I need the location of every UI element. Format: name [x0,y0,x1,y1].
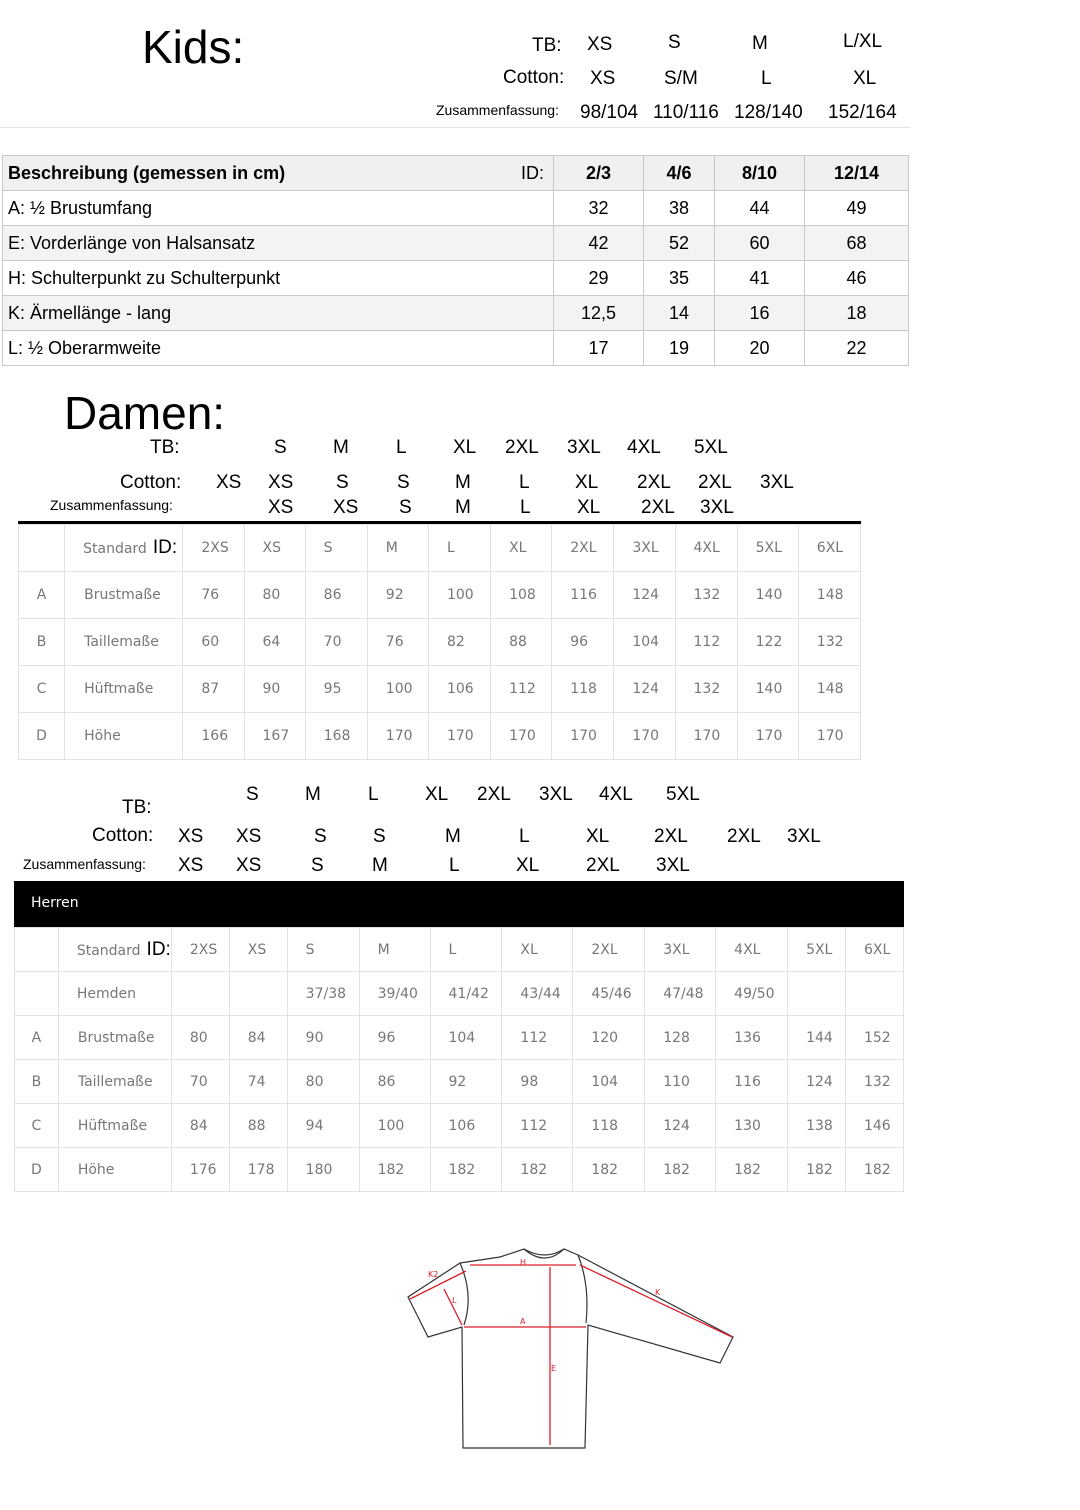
table-cell: 42 [554,226,644,261]
table-cell: 168 [305,713,367,760]
table-cell: 128 [645,1016,716,1060]
size-header: S [287,928,359,972]
size-header: 5XL [788,928,846,972]
table-row [15,1148,904,1192]
damen-tb-size: M [333,437,349,458]
table-cell: 148 [798,666,860,713]
herren-cotton-size: S [373,826,386,847]
herren-tb-size: L [368,784,379,805]
kids-summary-label: Zusammenfassung: [436,102,559,118]
table-cell: 88 [491,619,552,666]
table-cell: 44 [715,191,805,226]
table-cell: 32 [554,191,644,226]
damen-tb-size: XL [453,437,477,458]
table-row [19,619,861,666]
herren-summary-size: XS [236,855,262,876]
table-row [19,572,861,619]
table-cell [788,972,846,1016]
table-cell: 140 [737,666,798,713]
table-row [19,713,861,760]
row-letter: B [15,1060,59,1104]
standard-header: Standard ID: [58,928,171,972]
size-header: XS [229,928,287,972]
table-cell: 88 [229,1104,287,1148]
shirt-outline [408,1249,733,1448]
table-cell: 86 [305,572,367,619]
table-cell: 45/46 [573,972,645,1016]
table-row [3,226,909,261]
damen-cotton-size: XS [268,472,294,493]
damen-cotton-size: S [336,472,349,493]
table-cell: 182 [573,1148,645,1192]
table-cell: 116 [716,1060,788,1104]
damen-tb-size: 5XL [694,437,728,458]
herren-header-bar [14,881,904,927]
table-cell: 118 [573,1104,645,1148]
table-cell: 60 [715,226,805,261]
kids-title: Kids: [142,21,245,73]
table-cell: 166 [183,713,244,760]
table-cell: 70 [171,1060,229,1104]
column-header: 8/10 [715,156,805,191]
kids-cotton-label: Cotton: [503,67,565,88]
table-cell: 76 [367,619,428,666]
label-k: K [655,1288,661,1297]
size-header: S [305,525,367,572]
row-label: Höhe [58,1148,171,1192]
table-cell: 41 [715,261,805,296]
table-cell: 106 [428,666,490,713]
herren-tb-size: S [246,784,259,805]
row-label: H: Schulterpunkt zu Schulterpunkt [3,261,554,296]
measure-line-l [444,1289,462,1325]
table-cell: 86 [359,1060,430,1104]
table-cell: 176 [171,1148,229,1192]
row-label: K: Ärmellänge - lang [3,296,554,331]
kids-cotton-size: L [761,68,772,89]
row-label: Taillemaße [58,1060,171,1104]
label-l: L [452,1296,457,1305]
table-cell: 130 [716,1104,788,1148]
table-cell: 70 [305,619,367,666]
damen-cotton-label: Cotton: [120,472,182,493]
table-cell: 112 [491,666,552,713]
damen-tb-size: L [396,437,407,458]
herren-tb-size: 3XL [539,784,573,805]
kids-tb-size: XS [587,34,613,55]
table-cell: 90 [287,1016,359,1060]
table-cell: 112 [675,619,737,666]
size-header: 5XL [737,525,798,572]
herren-summary-size: XL [516,855,540,876]
label-k2: K2 [428,1270,439,1279]
size-header: XS [244,525,305,572]
table-cell: 92 [367,572,428,619]
damen-summary-size: XL [577,497,601,518]
table-cell: 87 [183,666,244,713]
table-cell: 104 [573,1060,645,1104]
table-cell: 84 [171,1104,229,1148]
table-cell: 146 [845,1104,903,1148]
herren-summary-label: Zusammenfassung: [23,856,146,872]
size-header: 6XL [845,928,903,972]
row-label: Hüftmaße [65,666,183,713]
herren-summary-size: S [311,855,324,876]
table-cell: 104 [614,619,675,666]
damen-cotton-size: 3XL [760,472,794,493]
kids-tb-size: S [668,32,681,53]
damen-tb-size: 4XL [627,437,661,458]
table-row [15,1104,904,1148]
table-cell: 120 [573,1016,645,1060]
table-cell [229,972,287,1016]
row-letter: C [15,1104,59,1148]
herren-size-table [14,927,904,1192]
damen-summary-size: L [520,497,531,518]
damen-title: Damen: [64,387,226,439]
table-cell: 122 [737,619,798,666]
row-letter: A [15,1016,59,1060]
damen-summary-size: S [399,497,412,518]
column-header: 4/6 [644,156,715,191]
kids-cotton-size: XS [590,68,616,89]
table-cell: 106 [430,1104,502,1148]
table-cell: 140 [737,572,798,619]
table-cell: 60 [183,619,244,666]
table-cell: 29 [554,261,644,296]
table-cell: 100 [359,1104,430,1148]
table-cell: 64 [244,619,305,666]
kids-size-table [2,155,909,366]
damen-cotton-size: 2XL [698,472,732,493]
table-cell: 68 [805,226,909,261]
herren-cotton-size: M [445,826,461,847]
herren-tb-size: 5XL [666,784,700,805]
table-cell: 182 [430,1148,502,1192]
table-cell: 35 [644,261,715,296]
herren-cotton-size: S [314,826,327,847]
size-header: 4XL [675,525,737,572]
size-header: 3XL [645,928,716,972]
table-cell: 110 [645,1060,716,1104]
table-cell: 138 [788,1104,846,1148]
table-cell: 84 [229,1016,287,1060]
damen-summary-size: 3XL [700,497,734,518]
table-cell: 18 [805,296,909,331]
damen-tb-size: 2XL [505,437,539,458]
kids-divider [0,127,910,128]
table-cell: 80 [171,1016,229,1060]
table-cell: 170 [798,713,860,760]
id-label: ID: [152,537,178,558]
table-cell: 116 [552,572,614,619]
size-header: XL [491,525,552,572]
table-cell: 182 [502,1148,573,1192]
table-cell: 182 [645,1148,716,1192]
kids-cotton-size: XL [853,68,877,89]
herren-tb-size: XL [425,784,449,805]
table-cell: 104 [430,1016,502,1060]
table-cell: 100 [367,666,428,713]
label-h: H [520,1258,527,1267]
damen-cotton-size: XS [216,472,242,493]
table-cell: 167 [244,713,305,760]
table-cell: 14 [644,296,715,331]
kids-cotton-size: S/M [664,68,698,89]
table-row [15,1016,904,1060]
size-header: L [428,525,490,572]
table-cell: 12,5 [554,296,644,331]
herren-summary-size: 2XL [586,855,620,876]
table-cell: 100 [428,572,490,619]
table-cell: 124 [614,572,675,619]
herren-tb-label: TB: [122,797,152,818]
table-cell: 76 [183,572,244,619]
table-cell: 80 [244,572,305,619]
kids-summary-size: 152/164 [828,102,897,123]
table-row [3,261,909,296]
table-cell: 182 [359,1148,430,1192]
row-label: Hüftmaße [58,1104,171,1148]
table-cell: 170 [675,713,737,760]
table-cell: 95 [305,666,367,713]
row-label: Brustmaße [58,1016,171,1060]
herren-cotton-size: L [519,826,530,847]
table-cell: 144 [788,1016,846,1060]
table-cell: 43/44 [502,972,573,1016]
herren-cotton-size: XS [178,826,204,847]
table-cell: 49 [805,191,909,226]
row-label: Höhe [65,713,183,760]
herren-cotton-size: XL [586,826,610,847]
table-cell: 148 [798,572,860,619]
herren-cotton-size: 2XL [727,826,761,847]
kids-summary-size: 110/116 [653,102,719,123]
table-cell: 170 [367,713,428,760]
label-a: A [520,1317,526,1326]
table-row [3,191,909,226]
table-cell: 124 [645,1104,716,1148]
herren-cotton-size: XS [236,826,262,847]
row-label: Taillemaße [65,619,183,666]
table-cell [15,928,59,972]
table-row [15,972,904,1016]
herren-cotton-label: Cotton: [92,825,154,846]
size-header: XL [502,928,573,972]
table-cell: 17 [554,331,644,366]
size-header: M [367,525,428,572]
size-header: L [430,928,502,972]
table-cell: 74 [229,1060,287,1104]
herren-tb-size: 4XL [599,784,633,805]
size-header: 4XL [716,928,788,972]
table-row [15,1060,904,1104]
row-letter: D [19,713,65,760]
row-letter: D [15,1148,59,1192]
label-e: E [551,1364,557,1373]
table-cell: 96 [359,1016,430,1060]
size-header: 3XL [614,525,675,572]
damen-cotton-size: XL [575,472,599,493]
table-cell: 47/48 [645,972,716,1016]
row-label: Hemden [58,972,171,1016]
desc-header: Beschreibung (gemessen in cm) ID: [3,156,554,191]
row-label: L: ½ Oberarmweite [3,331,554,366]
table-cell: 41/42 [430,972,502,1016]
size-header: 2XL [552,525,614,572]
table-row [19,666,861,713]
table-cell: 82 [428,619,490,666]
table-cell: 182 [788,1148,846,1192]
table-cell: 132 [675,572,737,619]
table-cell: 37/38 [287,972,359,1016]
table-cell: 16 [715,296,805,331]
id-label: ID: [520,162,544,183]
table-cell: 136 [716,1016,788,1060]
damen-size-table [18,524,861,760]
row-letter: A [19,572,65,619]
table-cell: 170 [552,713,614,760]
table-cell: 92 [430,1060,502,1104]
damen-cotton-size: M [455,472,471,493]
measure-line-k [580,1265,732,1337]
table-cell: 112 [502,1104,573,1148]
size-header: 2XL [573,928,645,972]
table-header-row [19,525,861,572]
damen-cotton-size: L [519,472,530,493]
row-label: E: Vorderlänge von Halsansatz [3,226,554,261]
damen-summary-size: 2XL [641,497,675,518]
herren-cotton-size: 3XL [787,826,821,847]
table-cell: 22 [805,331,909,366]
table-cell: 124 [614,666,675,713]
table-cell [19,525,65,572]
herren-tb-size: M [305,784,321,805]
table-cell: 124 [788,1060,846,1104]
table-cell [171,972,229,1016]
herren-bar-title: Herren [31,895,79,911]
table-cell: 132 [798,619,860,666]
table-cell: 182 [716,1148,788,1192]
table-cell: 170 [614,713,675,760]
kids-summary-size: 98/104 [580,102,639,123]
size-header: 2XS [171,928,229,972]
herren-summary-size: 3XL [656,855,690,876]
row-letter: C [19,666,65,713]
shirt-measurement-diagram [400,1245,740,1455]
table-cell: 94 [287,1104,359,1148]
damen-cotton-size: 2XL [637,472,671,493]
table-cell: 52 [644,226,715,261]
table-cell: 19 [644,331,715,366]
table-cell: 108 [491,572,552,619]
table-cell: 170 [737,713,798,760]
kids-tb-size: M [752,33,768,54]
kids-tb-label: TB: [532,35,562,56]
damen-summary-size: XS [333,497,359,518]
table-cell: 132 [675,666,737,713]
table-cell [845,972,903,1016]
table-header-row [15,928,904,972]
column-header: 12/14 [805,156,909,191]
damen-summary-label: Zusammenfassung: [50,497,173,513]
table-cell: 178 [229,1148,287,1192]
damen-summary-size: XS [268,497,294,518]
id-label: ID: [146,938,171,960]
table-cell: 38 [644,191,715,226]
table-cell: 49/50 [716,972,788,1016]
size-header: 2XS [183,525,244,572]
table-cell: 80 [287,1060,359,1104]
damen-tb-size: S [274,437,287,458]
column-header: 2/3 [554,156,644,191]
table-cell: 118 [552,666,614,713]
table-cell: 112 [502,1016,573,1060]
table-cell: 182 [845,1148,903,1192]
table-cell: 170 [491,713,552,760]
herren-cotton-size: 2XL [654,826,688,847]
table-cell: 96 [552,619,614,666]
standard-header: Standard ID: [65,525,183,572]
kids-summary-size: 128/140 [734,102,803,123]
row-label: A: ½ Brustumfang [3,191,554,226]
damen-tb-size: 3XL [567,437,601,458]
herren-tb-size: 2XL [477,784,511,805]
damen-tb-label: TB: [150,437,180,458]
table-cell: 20 [715,331,805,366]
damen-cotton-size: S [397,472,410,493]
kids-tb-size: L/XL [843,31,883,52]
size-header: 6XL [798,525,860,572]
table-cell: 39/40 [359,972,430,1016]
herren-summary-size: M [372,855,388,876]
table-cell: 180 [287,1148,359,1192]
table-cell: 46 [805,261,909,296]
table-cell: 170 [428,713,490,760]
table-header-row [3,156,909,191]
herren-summary-size: L [449,855,460,876]
table-row [3,296,909,331]
right-armhole [578,1255,587,1323]
table-row [3,331,909,366]
table-cell: 98 [502,1060,573,1104]
size-header: M [359,928,430,972]
damen-summary-size: M [455,497,471,518]
table-cell: 152 [845,1016,903,1060]
herren-summary-size: XS [178,855,204,876]
row-letter: B [19,619,65,666]
row-label: Brustmaße [65,572,183,619]
table-cell: 132 [845,1060,903,1104]
table-cell: 90 [244,666,305,713]
table-cell [15,972,59,1016]
